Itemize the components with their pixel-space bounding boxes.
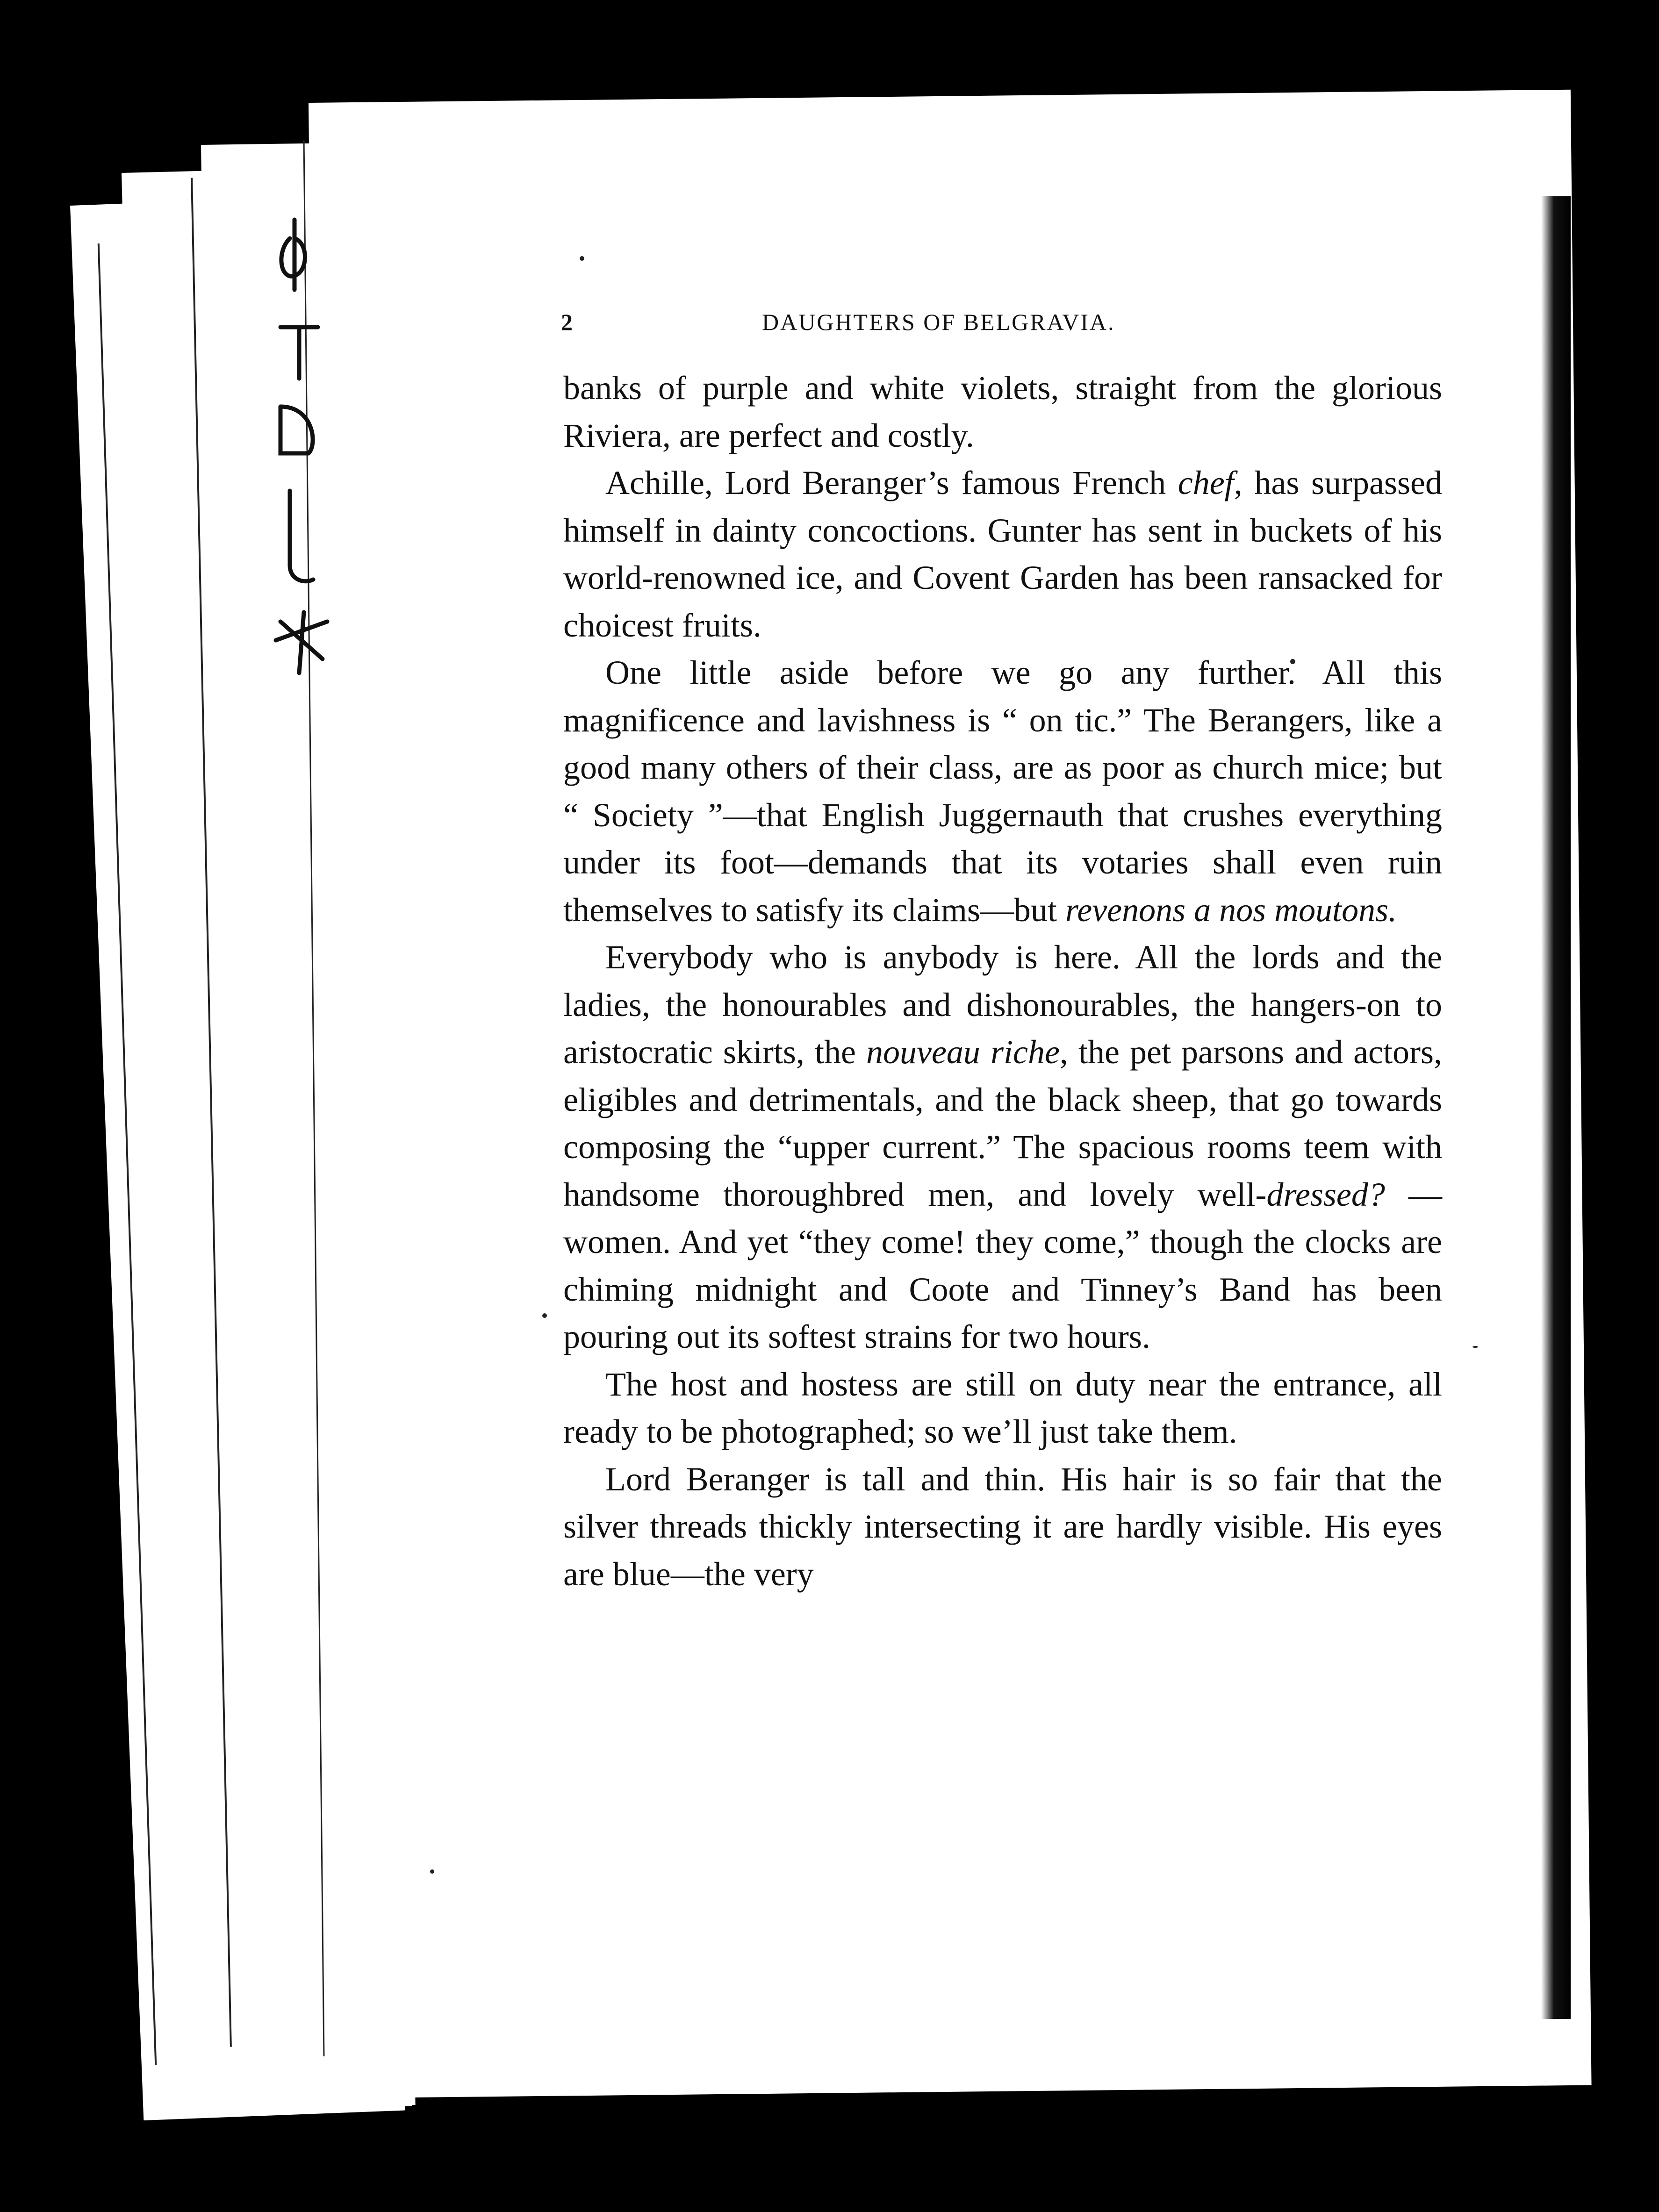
text-run: One little aside before we go any further. All this magnificence and lavishness is “ on tic.” The Berangers, like a good many others of their class, are as poor as church mice; but “ Society ”—that English Juggernauth that crushes everything under its foot—demands that its votaries shall even ruin themselves to satisfy its claims—but — [563, 654, 1442, 929]
text-run: Achille, Lord Beranger’s famous French — [605, 464, 1178, 501]
page-number: 2 — [561, 309, 574, 335]
italic-text: dressed? — [1266, 1175, 1385, 1213]
italic-text: nouveau riche — [866, 1033, 1060, 1071]
paragraph — [563, 459, 1442, 649]
italic-text: revenons a nos moutons. — [1065, 891, 1397, 929]
body-text — [563, 365, 1442, 1598]
paragraph — [563, 649, 1442, 934]
print-speck — [1472, 1346, 1478, 1348]
running-header — [561, 308, 1234, 341]
text-run: , the pet parsons and actors, eligibles and detrimentals, and the black sheep, that go towards composing the “upper current.” The spacious rooms teem with handsome thoroughbred men, and lovely well- — [563, 1033, 1442, 1213]
text-run: Everybody who is anybody is here. All the lords and the ladies, the honourables and dishonourables, the hangers-on to aristocratic skirts, the — [563, 938, 1442, 1071]
running-title: DAUGHTERS OF BELGRAVIA. — [762, 309, 1115, 335]
page-gutter-shadow — [1529, 196, 1571, 2019]
text-run: The host and hostess are still on duty near the entrance, all ready to be photographed; so we’ll just take them. — [563, 1365, 1442, 1450]
text-run: , has surpassed himself in dainty concoctions. Gunter has sent in buckets of his world-renowned ice, and Covent Garden has been ransacked for choicest fruits. — [563, 464, 1442, 644]
paragraph — [563, 1361, 1442, 1456]
paragraph — [563, 934, 1442, 1361]
italic-text: chef — [1178, 464, 1234, 501]
paragraph — [563, 365, 1442, 459]
text-run: Lord Beranger is tall and thin. His hair is so fair that the silver threads thickly intersecting it are hardly visible. His eyes are blue—the very — [563, 1460, 1442, 1593]
print-speck — [542, 1313, 547, 1318]
text-run: banks of purple and white violets, straight from the glorious Riviera, are perfect and costly. — [563, 369, 1442, 454]
text-run: — women. And yet “they come! they come,” though the clocks are chiming midnight and Coote and Tinney’s Band has been pouring out its softest strains for two hours. — [563, 1175, 1443, 1355]
print-speck — [430, 1869, 434, 1874]
handwritten-margin-note — [262, 210, 346, 701]
paragraph — [563, 1456, 1442, 1598]
print-speck — [580, 256, 584, 261]
